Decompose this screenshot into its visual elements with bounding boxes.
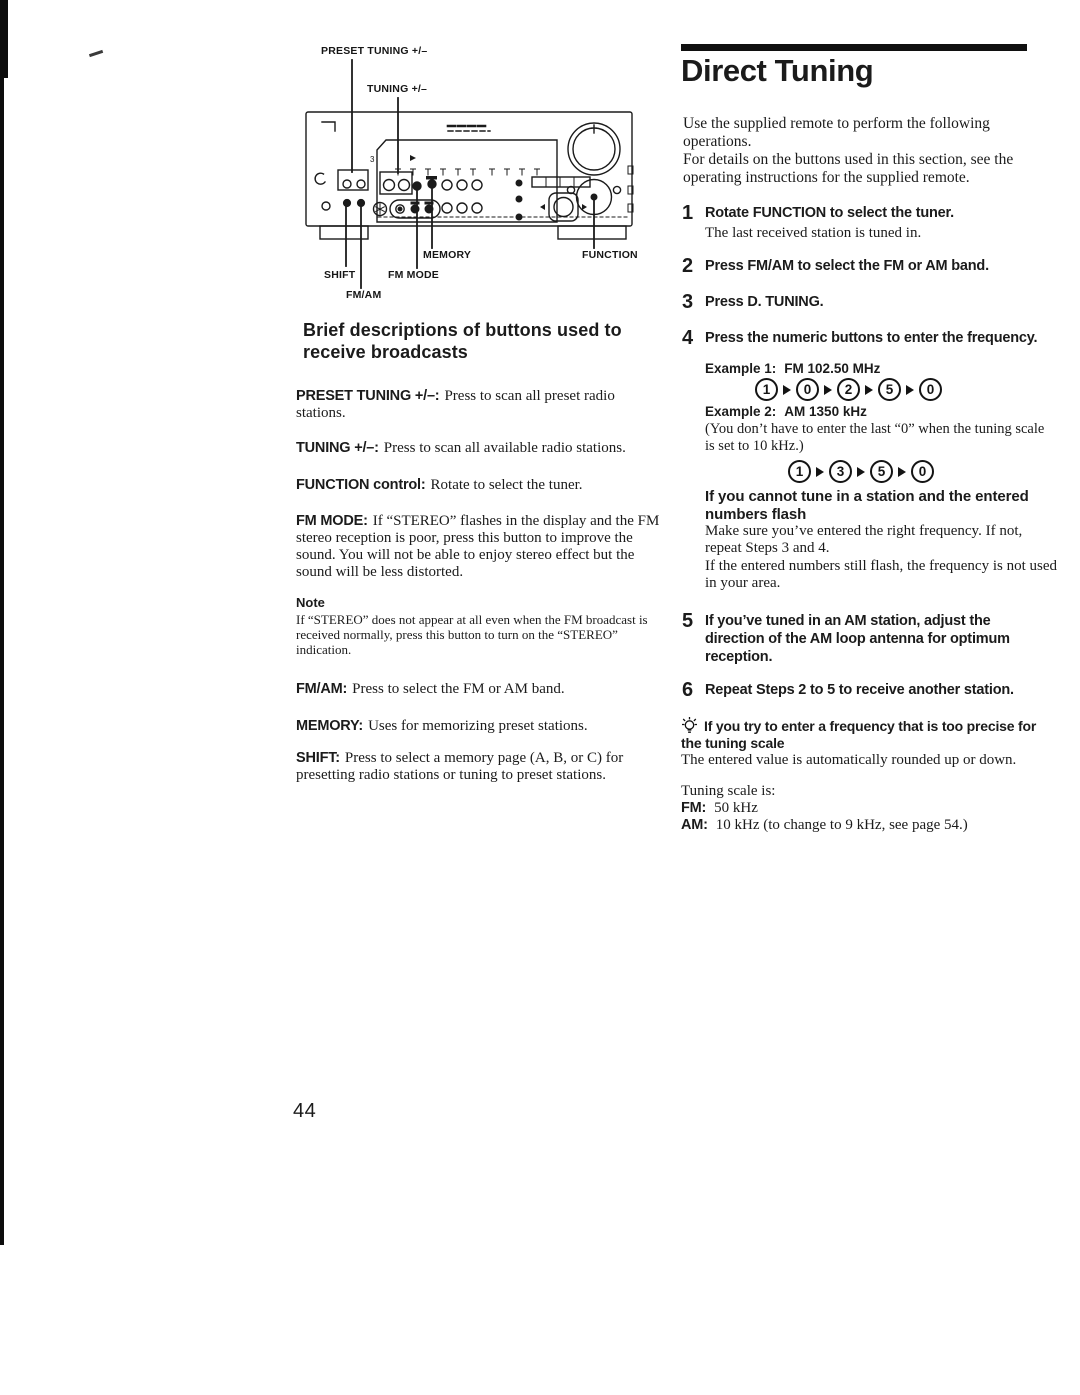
definition-desc: Press to scan all available radio stations. bbox=[383, 440, 626, 456]
tip-bulb-icon bbox=[681, 716, 698, 735]
receiver-foot-right bbox=[558, 226, 626, 239]
label-tuning: TUNING +/– bbox=[367, 83, 428, 95]
definition-term: PRESET TUNING +/–: bbox=[296, 388, 440, 404]
section-heading: Brief descriptions of buttons used to receive broadcasts bbox=[303, 320, 622, 362]
scan-speck-artifact bbox=[89, 50, 103, 57]
arrow-icon bbox=[857, 467, 865, 477]
step-instruction: Press FM/AM to select the FM or AM band. bbox=[705, 258, 989, 274]
troubleshoot-body: Make sure you’ve entered the right frequency. If not, repeat Steps 3 and 4. bbox=[705, 523, 1023, 556]
panel-mark: 3 bbox=[370, 155, 375, 164]
label-preset-tuning: PRESET TUNING +/– bbox=[321, 45, 428, 57]
label-memory: MEMORY bbox=[423, 249, 472, 261]
definition-term: TUNING +/–: bbox=[296, 440, 379, 456]
numeric-key: 0 bbox=[919, 378, 942, 401]
numeric-key: 0 bbox=[911, 460, 934, 483]
phones-jack-mark bbox=[315, 173, 325, 184]
example-2-note: (You don’t have to enter the last “0” when the tuning scale is set to 10 kHz.) bbox=[705, 421, 1045, 454]
scale-label: AM: bbox=[681, 817, 708, 833]
fm-mode-button bbox=[413, 182, 421, 190]
example-value: AM 1350 kHz bbox=[784, 404, 867, 419]
scale-label: FM: bbox=[681, 800, 707, 816]
label-function: FUNCTION bbox=[582, 249, 638, 261]
definition-fm-am bbox=[296, 681, 662, 698]
key-sequence-1 bbox=[755, 378, 942, 401]
step-instruction: If you’ve tuned in an AM station, adjust the direction of the AM loop antenna for optimum reception. bbox=[705, 613, 1010, 665]
step-instruction: Rotate FUNCTION to select the tuner. bbox=[705, 205, 954, 221]
label-fm-mode: FM MODE bbox=[388, 269, 439, 281]
step-instruction: Repeat Steps 2 to 5 to receive another station. bbox=[705, 682, 1014, 698]
definition-desc: Rotate to select the tuner. bbox=[430, 477, 583, 493]
tip-heading-text: If you try to enter a frequency that is too precise for the tuning scale bbox=[681, 718, 1037, 751]
tuning-scale-fm bbox=[681, 800, 758, 817]
scale-value: 10 kHz (to change to 9 kHz, see page 54.) bbox=[715, 817, 968, 833]
example-label: Example 2: bbox=[705, 404, 777, 419]
tip-body: The entered value is automatically rounded up or down. bbox=[681, 752, 1017, 768]
tip-heading bbox=[681, 716, 1043, 752]
key-sequence-2 bbox=[788, 460, 934, 483]
scan-edge-artifact bbox=[0, 0, 4, 1245]
label-shift: SHIFT bbox=[324, 269, 356, 281]
example-value: FM 102.50 MHz bbox=[784, 361, 881, 376]
definition-term: MEMORY: bbox=[296, 718, 364, 734]
definition-desc: If “STEREO” flashes in the display and the FM stereo reception is poor, press this button to improve the sound. You will not be able to enjoy stereo effect but the sound will be less distorted. bbox=[296, 513, 660, 580]
step-number: 4 bbox=[682, 327, 694, 349]
troubleshoot-heading: If you cannot tune in a station and the entered numbers flash bbox=[705, 488, 1029, 523]
step-2 bbox=[682, 257, 989, 275]
definition-desc: Press to scan all preset radio stations. bbox=[296, 388, 615, 421]
numeric-key: 2 bbox=[837, 378, 860, 401]
note-heading: Note bbox=[296, 595, 325, 610]
page-number: 44 bbox=[293, 1100, 317, 1122]
play-mark-icon bbox=[410, 155, 416, 161]
scan-edge-artifact-top bbox=[0, 0, 8, 78]
step-number: 3 bbox=[682, 291, 694, 313]
example-1-label bbox=[705, 361, 880, 376]
arrow-icon bbox=[865, 385, 873, 395]
section-rule bbox=[681, 44, 1027, 51]
scale-value: 50 kHz bbox=[714, 800, 758, 816]
step-number: 5 bbox=[682, 610, 694, 632]
definition-desc: Press to select the FM or AM band. bbox=[352, 681, 565, 697]
definition-function-control bbox=[296, 477, 662, 494]
arrow-icon bbox=[816, 467, 824, 477]
definition-term: FUNCTION control: bbox=[296, 477, 426, 493]
step-detail: The last received station is tuned in. bbox=[705, 225, 922, 241]
definition-term: FM/AM: bbox=[296, 681, 348, 697]
panel-tick-marks bbox=[396, 169, 540, 175]
definition-fm-mode bbox=[296, 513, 662, 581]
label-fm-am: FM/AM bbox=[346, 289, 382, 301]
numeric-key: 5 bbox=[878, 378, 901, 401]
definition-term: SHIFT: bbox=[296, 750, 340, 766]
step-5 bbox=[682, 612, 1050, 666]
arrow-icon bbox=[824, 385, 832, 395]
arrow-icon bbox=[898, 467, 906, 477]
definition-shift bbox=[296, 750, 662, 784]
arrow-icon bbox=[783, 385, 791, 395]
power-mark bbox=[322, 122, 335, 131]
numeric-key: 5 bbox=[870, 460, 893, 483]
definition-desc: Uses for memorizing preset stations. bbox=[368, 718, 588, 734]
page-title: Direct Tuning bbox=[681, 53, 874, 88]
step-number: 1 bbox=[682, 202, 694, 224]
step-3 bbox=[682, 293, 823, 311]
intro-line: Use the supplied remote to perform the following operations. bbox=[683, 115, 990, 150]
step-6 bbox=[682, 681, 1014, 699]
definition-preset-tuning bbox=[296, 388, 662, 422]
example-2-label bbox=[705, 404, 867, 419]
step-instruction: Press the numeric buttons to enter the frequency. bbox=[705, 330, 1038, 346]
numeric-key: 0 bbox=[796, 378, 819, 401]
numeric-key: 1 bbox=[755, 378, 778, 401]
numeric-key: 1 bbox=[788, 460, 811, 483]
intro-paragraph bbox=[683, 115, 1043, 187]
step-4 bbox=[682, 329, 1037, 347]
definition-term: FM MODE: bbox=[296, 513, 368, 529]
definition-desc: Press to select a memory page (A, B, or C) for presetting radio stations or tuning to preset stations. bbox=[296, 750, 624, 783]
tuning-scale-intro: Tuning scale is: bbox=[681, 783, 776, 799]
numeric-key: 3 bbox=[829, 460, 852, 483]
note-body: If “STEREO” does not appear at all even when the FM broadcast is received normally, press this button to turn on the “STEREO” indication. bbox=[296, 612, 648, 657]
memory-button bbox=[428, 180, 436, 188]
intro-line: For details on the buttons used in this section, see the operating instructions for the supplied remote. bbox=[683, 151, 1014, 186]
arrow-icon bbox=[906, 385, 914, 395]
step-instruction: Press D. TUNING. bbox=[705, 294, 824, 310]
shift-button bbox=[344, 200, 351, 207]
definition-memory bbox=[296, 718, 662, 735]
receiver-diagram bbox=[288, 36, 660, 312]
example-label: Example 1: bbox=[705, 361, 777, 376]
troubleshoot-body: If the entered numbers still flash, the frequency is not used in your area. bbox=[705, 558, 1057, 591]
step-1 bbox=[682, 204, 1050, 242]
step-number: 6 bbox=[682, 679, 694, 701]
phones-jack bbox=[322, 202, 330, 210]
step-number: 2 bbox=[682, 255, 694, 277]
definition-tuning bbox=[296, 440, 662, 457]
tuning-buttons bbox=[380, 172, 412, 194]
tuning-scale-am bbox=[681, 817, 968, 834]
